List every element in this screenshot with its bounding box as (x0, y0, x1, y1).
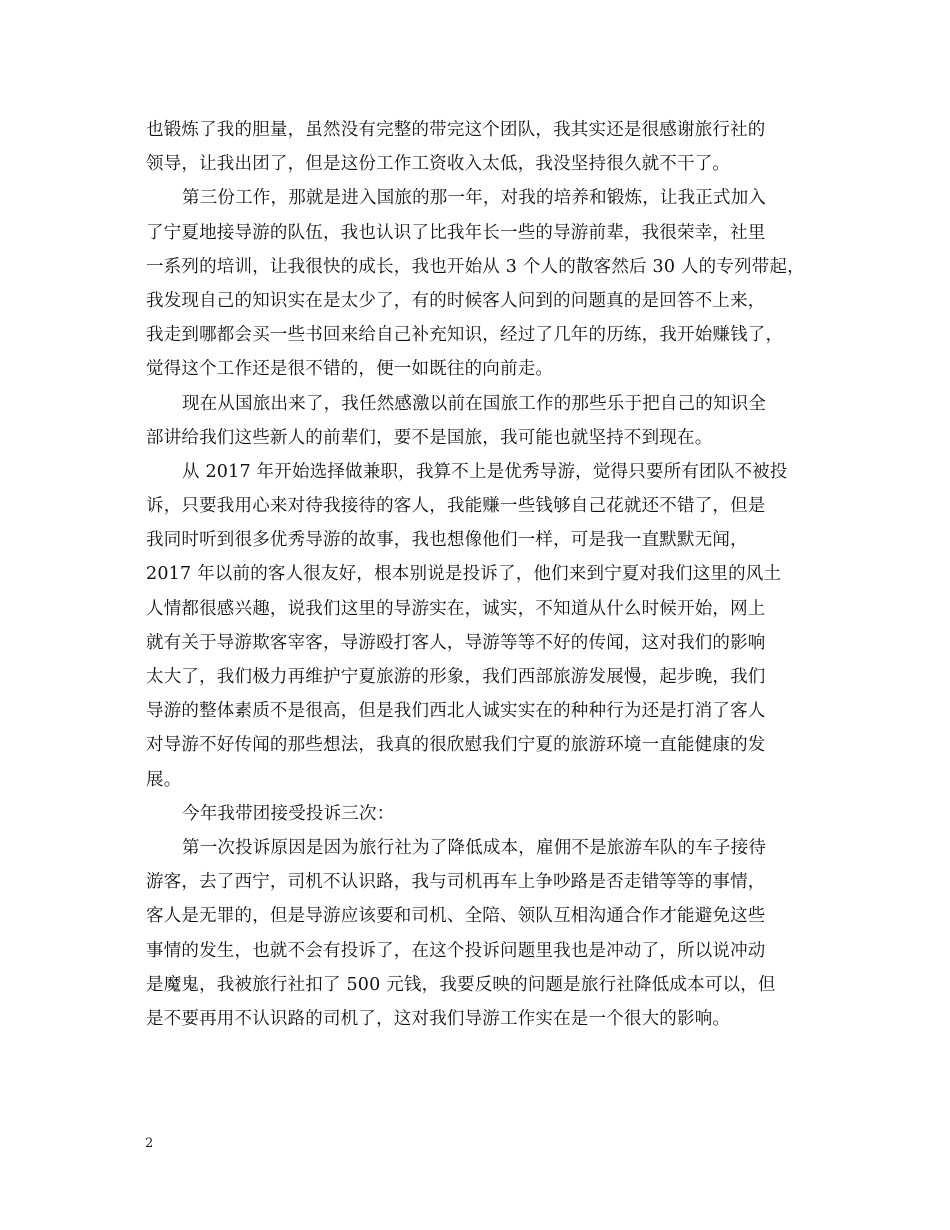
text-line: 2017 年以前的客人很友好，根本别说是投诉了，他们来到宁夏对我们这里的风土 (146, 564, 782, 585)
text-line: 客人是无罪的，但是导游应该要和司机、全陪、领队互相沟通合作才能避免这些 (146, 906, 766, 927)
text-line: 导游的整体素质不是很高，但是我们西北人诚实实在的种种行为还是打消了客人 (146, 701, 766, 722)
text-line: 诉，只要我用心来对待我接待的客人，我能赚一些钱够自己花就还不错了，但是 (146, 496, 766, 517)
text-line: 了宁夏地接导游的队伍，我也认识了比我年长一些的导游前辈，我很荣幸，社里 (146, 222, 766, 243)
text-line: 第三份工作，那就是进入国旅的那一年，对我的培养和锻炼，让我正式加入 (182, 188, 767, 209)
body-text (146, 113, 806, 1036)
text-line: 游客，去了西宁，司机不认识路，我与司机再车上争吵路是否走错等等的事情， (146, 872, 766, 893)
text-line: 我同时听到很多优秀导游的故事，我也想像他们一样，可是我一直默默无闻， (146, 530, 748, 551)
text-line: 是不要再用不认识路的司机了，这对我们导游工作实在是一个很大的影响。 (146, 1008, 731, 1029)
text-line: 事情的发生，也就不会有投诉了，在这个投诉问题里我也是冲动了，所以说冲动 (146, 940, 766, 961)
text-line: 部讲给我们这些新人的前辈们，要不是国旅，我可能也就坚持不到现在。 (146, 427, 713, 448)
text-line: 现在从国旅出来了，我任然感激以前在国旅工作的那些乐于把自己的知识全 (182, 393, 767, 414)
text-line: 人情都很感兴趣，说我们这里的导游实在，诚实，不知道从什么时候开始，网上 (146, 598, 766, 619)
text-line: 领导，让我出团了，但是这份工作工资收入太低，我没坚持很久就不干了。 (146, 154, 731, 175)
text-line: 就有关于导游欺客宰客，导游殴打客人，导游等等不好的传闻，这对我们的影响 (146, 632, 766, 653)
text-line: 一系列的培训，让我很快的成长，我也开始从 3 个人的散客然后 30 人的专列带起， (146, 256, 805, 277)
text-line: 我走到哪都会买一些书回来给自己补充知识，经过了几年的历练，我开始赚钱了， (146, 325, 784, 346)
text-line: 展。 (146, 769, 182, 790)
text-line: 今年我带团接受投诉三次： (182, 803, 395, 824)
text-line: 第一次投诉原因是因为旅行社为了降低成本，雇佣不是旅游车队的车子接待 (182, 837, 767, 858)
text-line: 从 2017 年开始选择做兼职，我算不上是优秀导游，觉得只要所有团队不被投 (182, 461, 788, 482)
text-line: 觉得这个工作还是很不错的，便一如既往的向前走。 (146, 359, 554, 380)
text-line: 我发现自己的知识实在是太少了，有的时候客人问到的问题真的是回答不上来， (146, 290, 766, 311)
text-line: 是魔鬼，我被旅行社扣了 500 元钱，我要反映的问题是旅行社降低成本可以，但 (146, 974, 776, 995)
text-line: 也锻炼了我的胆量，虽然没有完整的带完这个团队，我其实还是很感谢旅行社的 (146, 120, 766, 140)
text-line: 太大了，我们极力再维护宁夏旅游的形象，我们西部旅游发展慢，起步晚，我们 (146, 667, 766, 687)
text-line: 对导游不好传闻的那些想法，我真的很欣慰我们宁夏的旅游环境一直能健康的发 (146, 735, 766, 756)
page-number: 2 (145, 1136, 154, 1151)
